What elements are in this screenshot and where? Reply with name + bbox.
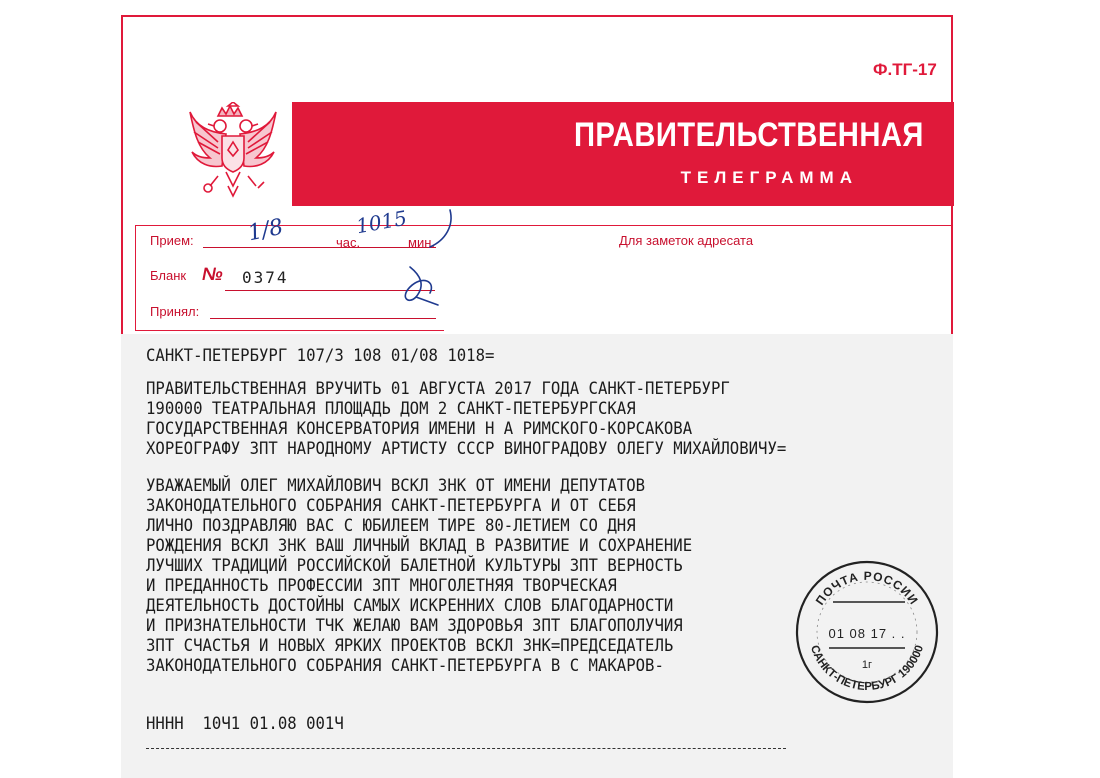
number-sign: № (202, 264, 223, 284)
dashed-divider (146, 748, 786, 749)
body-line: ЗПТ СЧАСТЬЯ И НОВЫХ ЯРКИХ ПРОЕКТОВ ВСКЛ ЗНК=ПРЕДСЕДАТЕЛЬ (146, 636, 674, 656)
body-line: ЛИЧНО ПОЗДРАВЛЯЮ ВАС С ЮБИЛЕЕМ ТИРЕ 80-ЛЕТИЕМ СО ДНЯ (146, 516, 636, 536)
received-label: Прием: (150, 233, 194, 248)
body-line: УВАЖАЕМЫЙ ОЛЕГ МИХАЙЛОВИЧ ВСКЛ ЗНК ОТ ИМЕНИ ДЕПУТАТОВ (146, 476, 646, 496)
stamp-bottom-text: САНКТ-ПЕТЕРБУРГ 190000 (807, 643, 927, 694)
body-line: ЗАКОНОДАТЕЛЬНОГО СОБРАНИЯ САНКТ-ПЕТЕРБУРГА И ОТ СЕБЯ (146, 496, 636, 516)
address-line: ХОРЕОГРАФУ ЗПТ НАРОДНОМУ АРТИСТУ СССР ВИНОГРАДОВУ ОЛЕГУ МИХАЙЛОВИЧУ= (146, 439, 787, 459)
postal-stamp (793, 558, 941, 706)
address-line: 190000 ТЕАТРАЛЬНАЯ ПЛОЩАДЬ ДОМ 2 САНКТ-ПЕТЕРБУРГСКАЯ (146, 399, 636, 419)
handwritten-time: 1015 (354, 205, 409, 239)
telegram-header-line: САНКТ-ПЕТЕРБУРГ 107/3 108 01/08 1018= (146, 346, 495, 366)
form-title: ПРАВИТЕЛЬСТВЕННАЯ (574, 116, 924, 154)
body-line: РОЖДЕНИЯ ВСКЛ ЗНК ВАШ ЛИЧНЫЙ ВКЛАД В РАЗВИТИЕ И СОХРАНЕНИЕ (146, 536, 693, 556)
body-line: И ПРИЗНАТЕЛЬНОСТИ ТЧК ЖЕЛАЮ ВАМ ЗДОРОВЬЯ ЗПТ БЛАГОПОЛУЧИЯ (146, 616, 683, 636)
coat-of-arms-emblem-icon (188, 102, 278, 202)
hours-label: час. (336, 235, 361, 250)
minutes-label: мин. (408, 235, 435, 250)
stamp-date: 01 08 17 . . (828, 626, 906, 641)
accepted-label: Принял: (150, 304, 200, 319)
stamp-code: 1г (861, 659, 873, 671)
accepted-line (210, 318, 436, 319)
address-line: ПРАВИТЕЛЬСТВЕННАЯ ВРУЧИТЬ 01 АВГУСТА 2017 ГОДА САНКТ-ПЕТЕРБУРГ (146, 379, 730, 399)
body-line: ЛУЧШИХ ТРАДИЦИЙ РОССИЙСКОЙ БАЛЕТНОЙ КУЛЬТУРЫ ЗПТ ВЕРНОСТЬ (146, 556, 683, 576)
form-subtitle: ТЕЛЕГРАММА (680, 168, 858, 187)
blank-label: Бланк (150, 268, 187, 283)
notes-label: Для заметок адресата (619, 233, 754, 248)
body-line: ЗАКОНОДАТЕЛЬНОГО СОБРАНИЯ САНКТ-ПЕТЕРБУРГА В С МАКАРОВ- (146, 656, 664, 676)
body-line: ДЕЯТЕЛЬНОСТЬ ДОСТОЙНЫ САМЫХ ИСКРЕННИХ СЛОВ БЛАГОДАРНОСТИ (146, 596, 674, 616)
address-line: ГОСУДАРСТВЕННАЯ КОНСЕРВАТОРИЯ ИМЕНИ Н А РИМСКОГО-КОРСАКОВА (146, 419, 693, 439)
form-code: Ф.ТГ-17 (873, 60, 937, 79)
telegram-footer-line: НННН 10Ч1 01.08 001Ч (146, 714, 344, 734)
handwritten-signature (240, 205, 470, 315)
title-banner (292, 102, 954, 206)
handwritten-date: 1/8 (245, 214, 286, 247)
body-line: И ПРЕДАННОСТЬ ПРОФЕССИИ ЗПТ МНОГОЛЕТНЯЯ ТВОРЧЕСКАЯ (146, 576, 617, 596)
stamp-top-text: ПОЧТА РОССИИ (812, 568, 922, 608)
blank-number: 0374 (242, 268, 289, 287)
